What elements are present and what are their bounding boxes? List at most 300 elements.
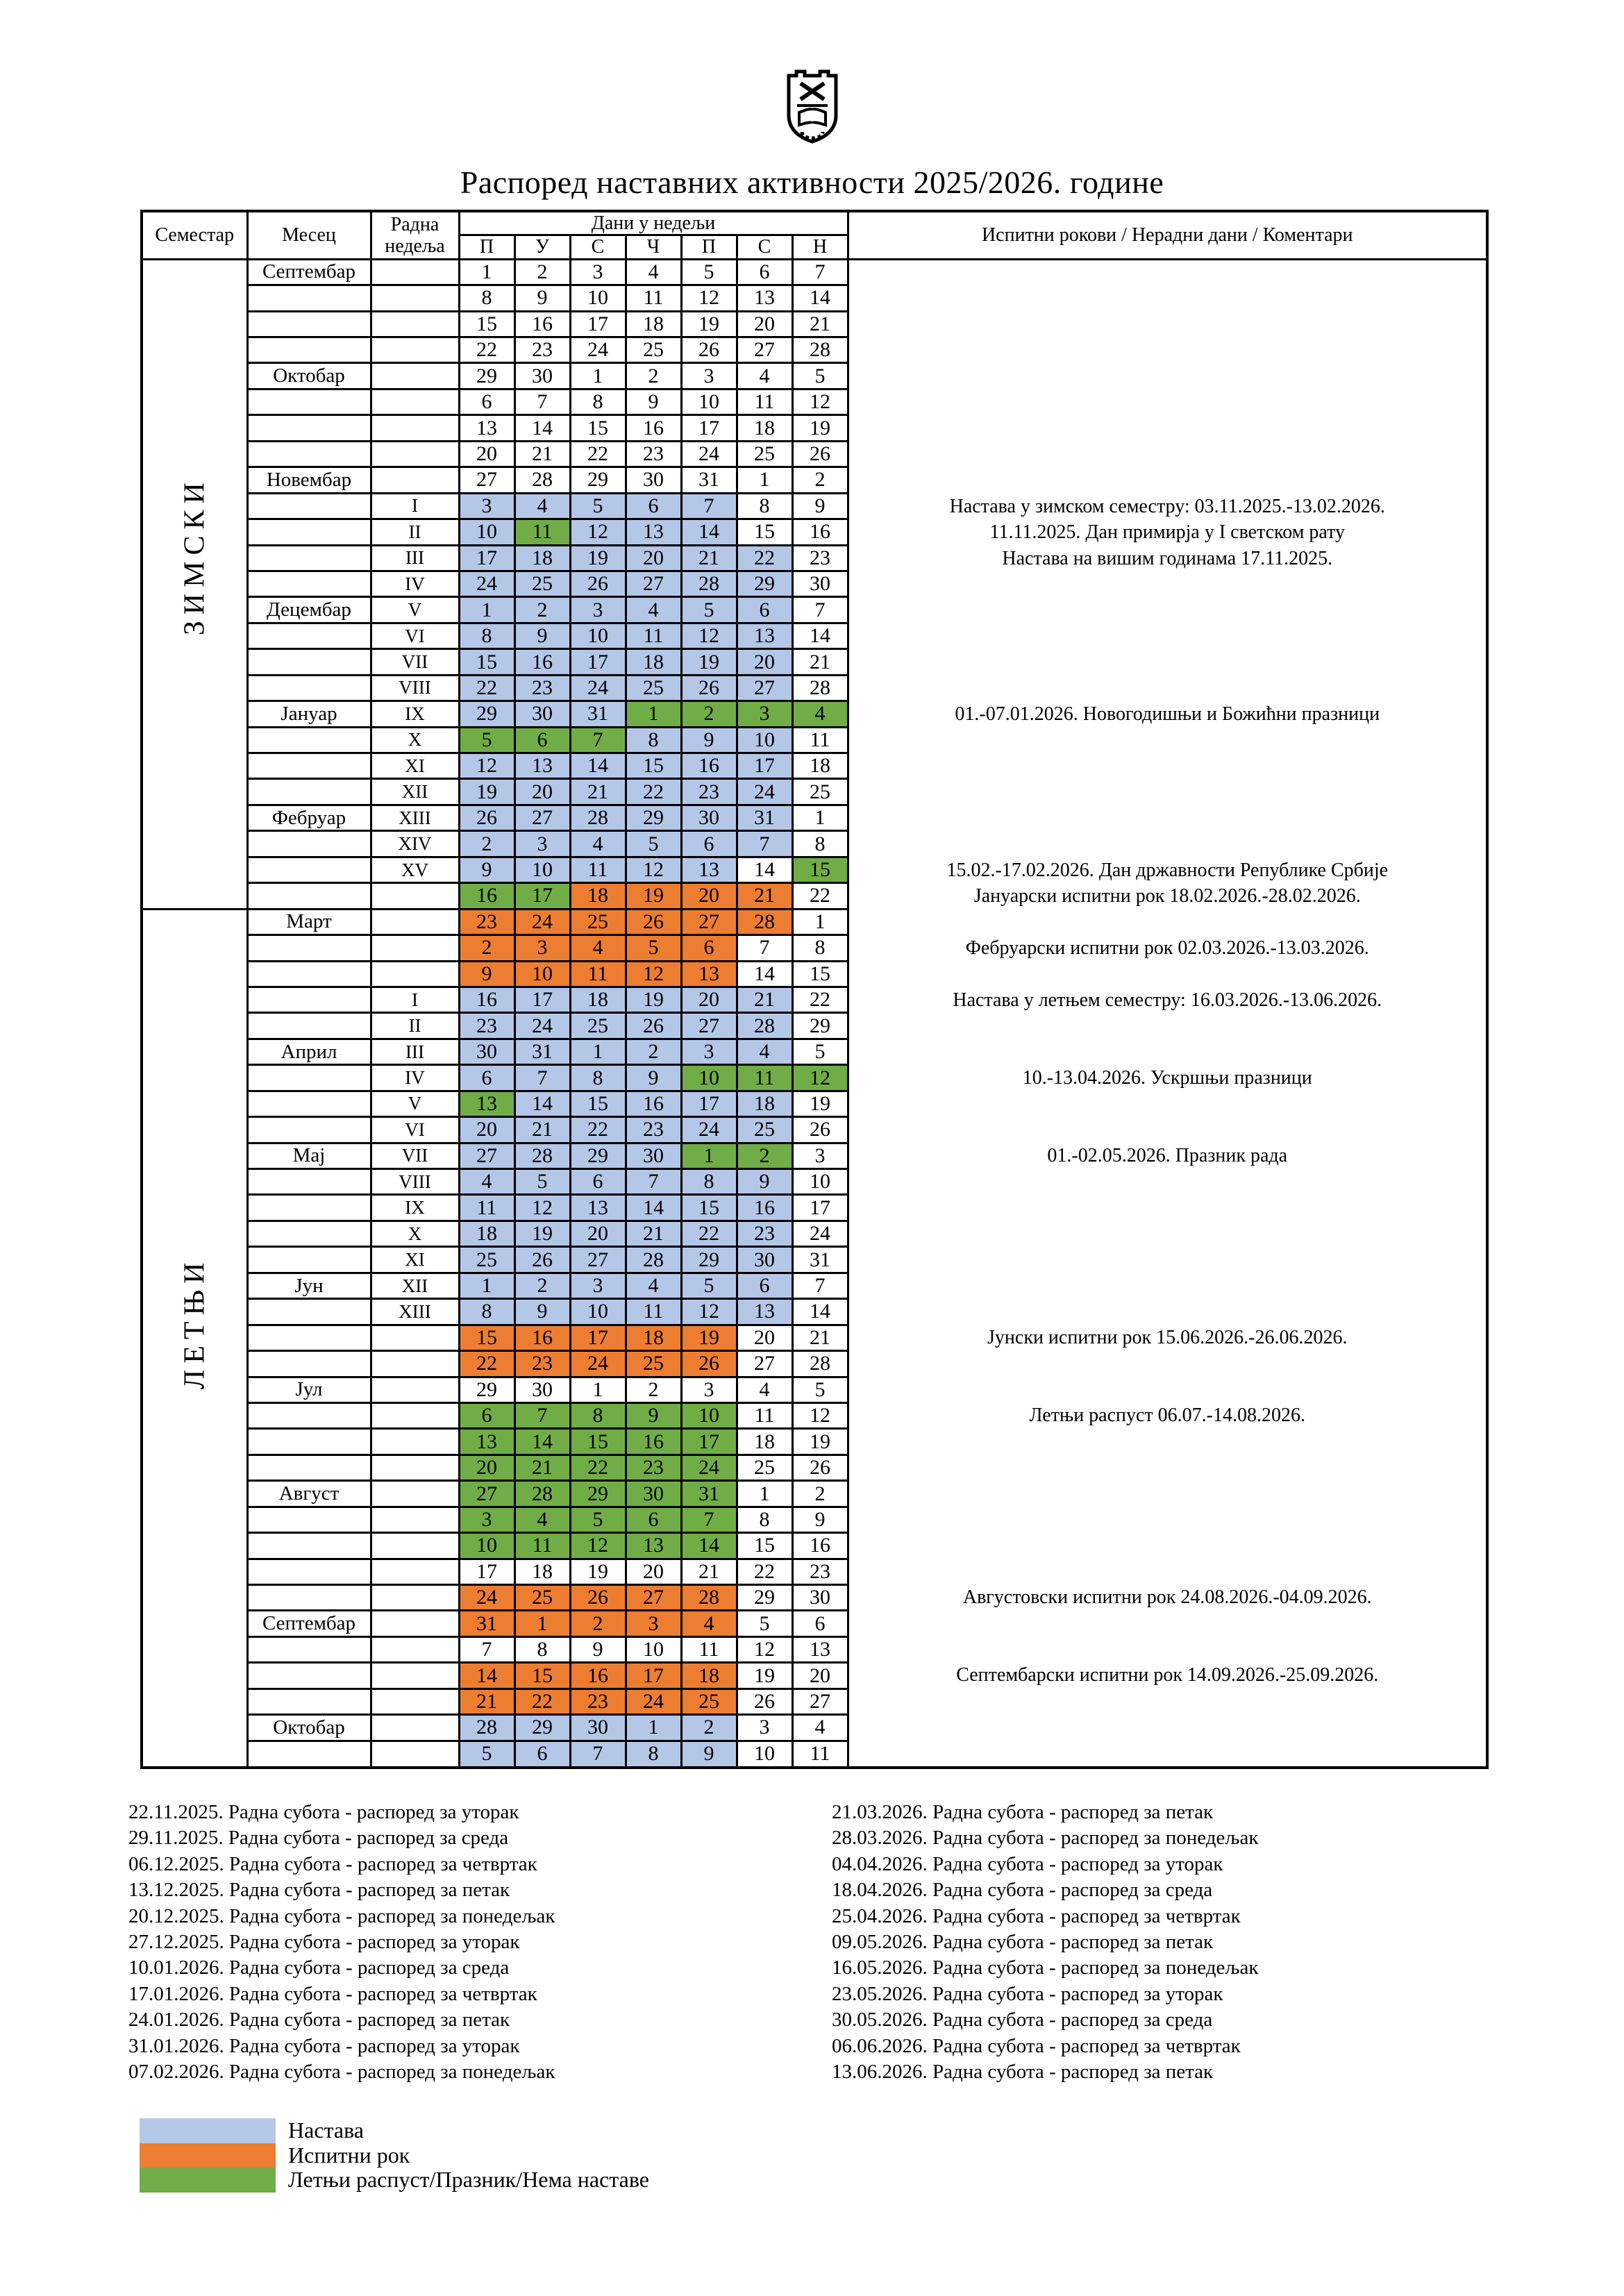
calendar-day-cell: 4 <box>737 1039 792 1064</box>
calendar-day-cell: 6 <box>570 1169 626 1195</box>
month-label-cell <box>247 1533 371 1559</box>
calendar-day-cell: 12 <box>792 1402 848 1428</box>
calendar-day-cell: 3 <box>459 1507 514 1532</box>
calendar-day-cell: 7 <box>514 1402 570 1428</box>
calendar-day-cell: 14 <box>514 1091 570 1116</box>
working-week-number-cell: XIII <box>371 805 459 830</box>
calendar-day-cell: 22 <box>514 1689 570 1714</box>
comment-text: 01.-02.05.2026. Празник рада <box>1047 1144 1288 1166</box>
calendar-day-cell: 3 <box>737 701 792 727</box>
saturday-note: 21.03.2026. Радна субота - распоред за петак <box>832 1801 1214 1823</box>
calendar-day-cell: 13 <box>459 1091 514 1116</box>
calendar-day-cell: 14 <box>737 961 792 987</box>
calendar-day-cell: 21 <box>626 1221 681 1246</box>
semester-label: ЗИМСКИ <box>178 476 211 636</box>
month-label-cell: Април <box>247 1039 371 1064</box>
calendar-day-cell: 22 <box>792 987 848 1012</box>
calendar-day-cell: 22 <box>570 441 626 467</box>
month-label-cell <box>247 1169 371 1195</box>
legend-row <box>140 2168 649 2193</box>
calendar-day-cell: 30 <box>570 1715 626 1741</box>
month-label-cell <box>247 311 371 337</box>
calendar-day-cell: 5 <box>626 831 681 857</box>
calendar-day-cell: 19 <box>792 415 848 441</box>
calendar-day-cell: 11 <box>737 1065 792 1091</box>
calendar-day-cell: 25 <box>626 1351 681 1377</box>
calendar-day-cell: 3 <box>514 935 570 961</box>
calendar-day-cell: 10 <box>737 1741 792 1768</box>
calendar-day-cell: 17 <box>681 1429 737 1455</box>
calendar-day-cell: 24 <box>459 571 514 596</box>
semester-label-cell <box>142 909 247 1768</box>
header-month: Месец <box>247 211 371 259</box>
saturday-note: 24.01.2026. Радна субота - распоред за петак <box>128 2009 510 2031</box>
calendar-day-cell: 15 <box>792 857 848 882</box>
month-label-cell <box>247 415 371 441</box>
calendar-day-cell: 23 <box>459 1013 514 1039</box>
calendar-day-cell: 7 <box>514 389 570 414</box>
working-week-number-cell: III <box>371 545 459 571</box>
working-week-number-cell: XIV <box>371 831 459 857</box>
calendar-day-cell: 19 <box>681 311 737 337</box>
calendar-day-cell: 3 <box>681 1039 737 1064</box>
calendar-day-cell: 20 <box>459 1117 514 1143</box>
calendar-day-cell: 28 <box>681 1585 737 1611</box>
calendar-day-cell: 18 <box>514 545 570 571</box>
calendar-day-cell: 10 <box>681 389 737 414</box>
legend-row <box>140 2118 649 2143</box>
header-day-name: С <box>570 235 626 259</box>
month-label-cell <box>247 1117 371 1143</box>
calendar-day-cell: 6 <box>459 389 514 414</box>
calendar-day-cell: 4 <box>681 1611 737 1636</box>
calendar-day-cell: 24 <box>514 909 570 935</box>
calendar-day-cell: 13 <box>514 753 570 779</box>
month-label-cell <box>247 623 371 648</box>
calendar-day-cell: 3 <box>514 831 570 857</box>
legend-color-swatch <box>140 2118 276 2143</box>
calendar-day-cell: 29 <box>514 1715 570 1741</box>
calendar-day-cell: 13 <box>681 961 737 987</box>
calendar-day-cell: 29 <box>459 363 514 389</box>
calendar-day-cell: 25 <box>626 337 681 363</box>
working-week-number-cell: VII <box>371 1143 459 1168</box>
calendar-day-cell: 8 <box>514 1636 570 1662</box>
month-label-cell: Октобар <box>247 363 371 389</box>
calendar-day-cell: 26 <box>570 571 626 596</box>
calendar-day-cell: 26 <box>792 1117 848 1143</box>
calendar-day-cell: 28 <box>514 467 570 493</box>
working-week-number-cell <box>371 935 459 961</box>
calendar-day-cell: 30 <box>514 363 570 389</box>
calendar-day-cell: 13 <box>459 415 514 441</box>
calendar-day-cell: 27 <box>737 675 792 701</box>
calendar-day-cell: 7 <box>792 259 848 285</box>
calendar-day-cell: 2 <box>514 597 570 623</box>
calendar-day-cell: 23 <box>681 779 737 805</box>
month-label-cell <box>247 1507 371 1532</box>
legend-color-swatch <box>140 2143 276 2168</box>
working-week-number-cell: IX <box>371 1195 459 1221</box>
calendar-day-cell: 18 <box>737 1429 792 1455</box>
calendar-day-cell: 19 <box>792 1429 848 1455</box>
calendar-day-cell: 16 <box>570 1663 626 1689</box>
calendar-day-cell: 17 <box>570 649 626 675</box>
calendar-day-cell: 12 <box>514 1195 570 1221</box>
calendar-day-cell: 14 <box>514 1429 570 1455</box>
calendar-day-cell: 1 <box>626 1715 681 1741</box>
calendar-day-cell: 26 <box>681 337 737 363</box>
calendar-day-cell: 8 <box>459 1299 514 1325</box>
legend-color-swatch <box>140 2168 276 2193</box>
working-week-number-cell <box>371 1429 459 1455</box>
month-label-cell <box>247 727 371 753</box>
calendar-day-cell: 27 <box>792 1689 848 1714</box>
comment-text: 10.-13.04.2026. Ускршњи празници <box>1022 1066 1312 1089</box>
calendar-day-cell: 1 <box>792 909 848 935</box>
calendar-day-cell: 7 <box>737 831 792 857</box>
calendar-day-cell: 20 <box>459 441 514 467</box>
calendar-day-cell: 16 <box>459 883 514 909</box>
month-label-cell: Август <box>247 1481 371 1507</box>
calendar-day-cell: 3 <box>626 1611 681 1636</box>
calendar-day-cell: 16 <box>459 987 514 1012</box>
calendar-day-cell: 18 <box>681 1663 737 1689</box>
calendar-day-cell: 11 <box>570 961 626 987</box>
calendar-day-cell: 25 <box>514 571 570 596</box>
calendar-day-cell: 31 <box>737 805 792 830</box>
working-week-number-cell: VI <box>371 623 459 648</box>
calendar-day-cell: 11 <box>626 285 681 311</box>
calendar-day-cell: 4 <box>792 701 848 727</box>
calendar-day-cell: 17 <box>681 1091 737 1116</box>
month-label-cell <box>247 1221 371 1246</box>
calendar-day-cell: 8 <box>792 831 848 857</box>
working-week-number-cell <box>371 259 459 285</box>
calendar-day-cell: 1 <box>737 1481 792 1507</box>
calendar-day-cell: 29 <box>570 1143 626 1168</box>
calendar-day-cell: 22 <box>459 337 514 363</box>
calendar-day-cell: 14 <box>792 285 848 311</box>
calendar-day-cell: 17 <box>514 883 570 909</box>
calendar-day-cell: 21 <box>792 1325 848 1350</box>
calendar-day-cell: 8 <box>681 1169 737 1195</box>
month-label-cell <box>247 1585 371 1611</box>
calendar-day-cell: 3 <box>792 1143 848 1168</box>
calendar-day-cell: 4 <box>792 1715 848 1741</box>
calendar-day-cell: 24 <box>737 779 792 805</box>
calendar-day-cell: 9 <box>792 493 848 519</box>
legend-label: Испитни рок <box>288 2142 410 2168</box>
calendar-day-cell: 22 <box>626 779 681 805</box>
calendar-day-cell: 5 <box>792 363 848 389</box>
calendar-day-cell: 15 <box>737 519 792 545</box>
calendar-day-cell: 6 <box>514 1741 570 1768</box>
calendar-day-cell: 10 <box>459 519 514 545</box>
calendar-week-row <box>142 259 1487 285</box>
calendar-day-cell: 1 <box>626 701 681 727</box>
header-day-name: Ч <box>626 235 681 259</box>
calendar-day-cell: 19 <box>626 883 681 909</box>
working-week-number-cell: X <box>371 727 459 753</box>
calendar-day-cell: 21 <box>737 987 792 1012</box>
calendar-day-cell: 15 <box>737 1533 792 1559</box>
calendar-day-cell: 23 <box>626 1117 681 1143</box>
saturday-notes-right-column <box>832 1800 1258 2085</box>
calendar-day-cell: 27 <box>459 1481 514 1507</box>
calendar-day-cell: 20 <box>681 987 737 1012</box>
calendar-day-cell: 10 <box>459 1533 514 1559</box>
calendar-day-cell: 18 <box>459 1221 514 1246</box>
month-label-cell: Март <box>247 909 371 935</box>
calendar-day-cell: 15 <box>514 1663 570 1689</box>
working-week-number-cell <box>371 1402 459 1428</box>
month-label-cell <box>247 1636 371 1662</box>
month-label-cell <box>247 1455 371 1480</box>
calendar-day-cell: 16 <box>681 753 737 779</box>
calendar-day-cell: 30 <box>681 805 737 830</box>
calendar-day-cell: 2 <box>626 1377 681 1402</box>
calendar-day-cell: 22 <box>570 1455 626 1480</box>
faculty-crest-logo <box>783 67 842 148</box>
calendar-day-cell: 24 <box>570 1351 626 1377</box>
calendar-day-cell: 17 <box>681 415 737 441</box>
calendar-day-cell: 31 <box>792 1247 848 1273</box>
calendar-day-cell: 11 <box>792 1741 848 1768</box>
calendar-day-cell: 2 <box>681 701 737 727</box>
calendar-day-cell: 27 <box>570 1247 626 1273</box>
calendar-day-cell: 3 <box>681 363 737 389</box>
working-week-number-cell: II <box>371 1013 459 1039</box>
calendar-day-cell: 13 <box>737 1299 792 1325</box>
working-week-number-cell: IV <box>371 1065 459 1091</box>
calendar-day-cell: 27 <box>737 1351 792 1377</box>
calendar-day-cell: 6 <box>681 831 737 857</box>
working-week-number-cell: XI <box>371 1247 459 1273</box>
calendar-day-cell: 29 <box>737 571 792 596</box>
working-week-number-cell: XII <box>371 1273 459 1298</box>
calendar-day-cell: 9 <box>514 285 570 311</box>
saturday-note: 18.04.2026. Радна субота - распоред за среда <box>832 1879 1213 1902</box>
calendar-day-cell: 20 <box>459 1455 514 1480</box>
calendar-day-cell: 8 <box>626 1741 681 1768</box>
month-label-cell <box>247 1013 371 1039</box>
calendar-day-cell: 25 <box>514 1585 570 1611</box>
calendar-day-cell: 26 <box>737 1689 792 1714</box>
month-label-cell: Септембар <box>247 259 371 285</box>
calendar-day-cell: 5 <box>792 1039 848 1064</box>
working-week-number-cell <box>371 1559 459 1584</box>
calendar-day-cell: 9 <box>626 1402 681 1428</box>
calendar-day-cell: 4 <box>626 259 681 285</box>
calendar-day-cell: 19 <box>514 1221 570 1246</box>
working-week-number-cell <box>371 363 459 389</box>
calendar-day-cell: 29 <box>737 1585 792 1611</box>
calendar-day-cell: 17 <box>792 1195 848 1221</box>
saturday-note: 16.05.2026. Радна субота - распоред за понедељак <box>832 1956 1259 1979</box>
calendar-day-cell: 10 <box>681 1065 737 1091</box>
month-label-cell <box>247 1091 371 1116</box>
calendar-day-cell: 8 <box>792 935 848 961</box>
calendar-day-cell: 22 <box>681 1221 737 1246</box>
calendar-day-cell: 9 <box>514 623 570 648</box>
saturday-note: 09.05.2026. Радна субота - распоред за петак <box>832 1931 1214 1954</box>
calendar-day-cell: 23 <box>626 441 681 467</box>
calendar-day-cell: 2 <box>792 467 848 493</box>
legend-label: Настава <box>288 2118 364 2143</box>
header-week: Радна недеља <box>371 211 459 259</box>
calendar-day-cell: 28 <box>459 1715 514 1741</box>
calendar-day-cell: 6 <box>737 1273 792 1298</box>
calendar-day-cell: 14 <box>570 753 626 779</box>
calendar-day-cell: 20 <box>737 311 792 337</box>
month-label-cell <box>247 883 371 909</box>
calendar-day-cell: 11 <box>459 1195 514 1221</box>
working-week-number-cell <box>371 389 459 414</box>
calendar-day-cell: 13 <box>792 1636 848 1662</box>
month-label-cell <box>247 285 371 311</box>
calendar-day-cell: 30 <box>626 1481 681 1507</box>
calendar-day-cell: 7 <box>459 1636 514 1662</box>
calendar-day-cell: 7 <box>792 597 848 623</box>
calendar-day-cell: 7 <box>792 1273 848 1298</box>
calendar-day-cell: 15 <box>570 1429 626 1455</box>
calendar-day-cell: 10 <box>792 1169 848 1195</box>
calendar-day-cell: 22 <box>459 1351 514 1377</box>
calendar-day-cell: 31 <box>514 1039 570 1064</box>
calendar-day-cell: 4 <box>570 831 626 857</box>
calendar-day-cell: 13 <box>626 519 681 545</box>
month-label-cell <box>247 935 371 961</box>
month-label-cell <box>247 675 371 701</box>
calendar-day-cell: 30 <box>514 1377 570 1402</box>
calendar-day-cell: 12 <box>459 753 514 779</box>
calendar-day-cell: 8 <box>459 285 514 311</box>
calendar-day-cell: 19 <box>626 987 681 1012</box>
working-week-number-cell <box>371 909 459 935</box>
month-label-cell: Септембар <box>247 1611 371 1636</box>
saturday-note: 22.11.2025. Радна субота - распоред за уторак <box>128 1801 519 1823</box>
calendar-day-cell: 25 <box>737 441 792 467</box>
calendar-day-cell: 20 <box>570 1221 626 1246</box>
calendar-day-cell: 27 <box>459 467 514 493</box>
calendar-day-cell: 25 <box>459 1247 514 1273</box>
calendar-day-cell: 28 <box>514 1143 570 1168</box>
calendar-day-cell: 10 <box>737 727 792 753</box>
working-week-number-cell: VI <box>371 1117 459 1143</box>
month-label-cell <box>247 1429 371 1455</box>
working-week-number-cell <box>371 1325 459 1350</box>
calendar-day-cell: 11 <box>626 623 681 648</box>
calendar-day-cell: 5 <box>792 1377 848 1402</box>
calendar-day-cell: 16 <box>737 1195 792 1221</box>
calendar-day-cell: 23 <box>737 1221 792 1246</box>
calendar-day-cell: 2 <box>626 1039 681 1064</box>
month-label-cell: Јануар <box>247 701 371 727</box>
calendar-day-cell: 7 <box>681 493 737 519</box>
calendar-day-cell: 28 <box>570 805 626 830</box>
working-week-number-cell: X <box>371 1221 459 1246</box>
calendar-day-cell: 6 <box>626 493 681 519</box>
comments-column <box>848 259 1487 1768</box>
calendar-day-cell: 11 <box>626 1299 681 1325</box>
calendar-day-cell: 14 <box>737 857 792 882</box>
calendar-day-cell: 15 <box>570 415 626 441</box>
calendar-day-cell: 21 <box>681 1559 737 1584</box>
semester-label-cell <box>142 259 247 909</box>
working-week-number-cell <box>371 1689 459 1714</box>
calendar-day-cell: 23 <box>514 675 570 701</box>
calendar-day-cell: 17 <box>626 1663 681 1689</box>
working-week-number-cell <box>371 1507 459 1532</box>
calendar-day-cell: 26 <box>681 675 737 701</box>
calendar-day-cell: 18 <box>514 1559 570 1584</box>
working-week-number-cell <box>371 1377 459 1402</box>
calendar-day-cell: 6 <box>459 1065 514 1091</box>
calendar-day-cell: 15 <box>459 649 514 675</box>
calendar-day-cell: 8 <box>570 389 626 414</box>
calendar-day-cell: 22 <box>459 675 514 701</box>
calendar-day-cell: 12 <box>570 1533 626 1559</box>
calendar-day-cell: 27 <box>737 337 792 363</box>
calendar-day-cell: 27 <box>626 1585 681 1611</box>
calendar-day-cell: 3 <box>737 1715 792 1741</box>
calendar-day-cell: 30 <box>792 1585 848 1611</box>
calendar-day-cell: 7 <box>570 727 626 753</box>
calendar-day-cell: 27 <box>681 909 737 935</box>
color-legend <box>140 2118 649 2193</box>
working-week-number-cell <box>371 883 459 909</box>
calendar-day-cell: 25 <box>737 1455 792 1480</box>
calendar-day-cell: 12 <box>626 857 681 882</box>
saturday-note: 06.06.2026. Радна субота - распоред за четвртак <box>832 2034 1241 2057</box>
calendar-day-cell: 11 <box>681 1636 737 1662</box>
header-days-group: Дани у недељи <box>459 211 848 235</box>
comment-text: Фебруарски испитни рок 02.03.2026.-13.03.2026. <box>965 937 1369 959</box>
working-week-number-cell: VIII <box>371 675 459 701</box>
calendar-day-cell: 30 <box>792 571 848 596</box>
crest-icon <box>783 67 842 144</box>
month-label-cell: Мај <box>247 1143 371 1168</box>
saturday-note: 31.01.2026. Радна субота - распоред за уторак <box>128 2034 520 2057</box>
calendar-day-cell: 11 <box>737 1402 792 1428</box>
calendar-day-cell: 16 <box>626 1429 681 1455</box>
calendar-day-cell: 9 <box>626 1065 681 1091</box>
month-label-cell <box>247 1689 371 1714</box>
calendar-day-cell: 11 <box>514 1533 570 1559</box>
calendar-day-cell: 17 <box>737 753 792 779</box>
calendar-day-cell: 14 <box>514 415 570 441</box>
calendar-day-cell: 25 <box>737 1117 792 1143</box>
calendar-day-cell: 25 <box>681 1689 737 1714</box>
calendar-day-cell: 6 <box>792 1611 848 1636</box>
calendar-day-cell: 30 <box>626 467 681 493</box>
calendar-day-cell: 7 <box>514 1065 570 1091</box>
working-week-number-cell: IX <box>371 701 459 727</box>
calendar-day-cell: 15 <box>570 1091 626 1116</box>
calendar-day-cell: 13 <box>626 1533 681 1559</box>
calendar-day-cell: 5 <box>737 1611 792 1636</box>
calendar-day-cell: 28 <box>514 1481 570 1507</box>
month-label-cell <box>247 753 371 779</box>
calendar-day-cell: 5 <box>459 727 514 753</box>
calendar-day-cell: 15 <box>681 1195 737 1221</box>
calendar-day-cell: 13 <box>737 285 792 311</box>
calendar-day-cell: 2 <box>626 363 681 389</box>
calendar-day-cell: 22 <box>792 883 848 909</box>
calendar-day-cell: 20 <box>681 883 737 909</box>
calendar-day-cell: 6 <box>514 727 570 753</box>
